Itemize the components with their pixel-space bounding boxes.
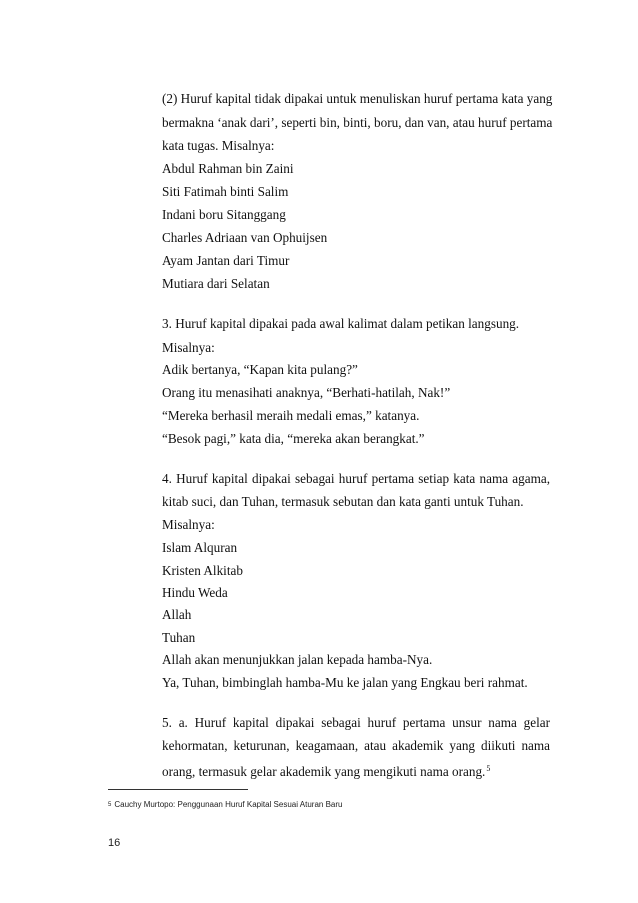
footnote: [108, 800, 343, 810]
section3-example-1: Adik bertanya, “Kapan kita pulang?”: [162, 362, 358, 377]
page-number: 16: [108, 837, 121, 849]
section2-example-1: Abdul Rahman bin Zaini: [162, 161, 294, 176]
footnote-divider: [108, 789, 248, 790]
footnote-text: Cauchy Murtopo: Penggunaan Huruf Kapital Sesuai Aturan Baru: [114, 800, 343, 809]
section2-line-1: (2) Huruf kapital tidak dipakai untuk menuliskan huruf pertama kata yang: [162, 91, 553, 106]
section3-example-2: Orang itu menasihati anaknya, “Berhati-hatilah, Nak!”: [162, 385, 451, 400]
section4-example-5: Tuhan: [162, 630, 196, 645]
section2-example-6: Mutiara dari Selatan: [162, 276, 270, 291]
section4-example-7: Ya, Tuhan, bimbinglah hamba-Mu ke jalan yang Engkau beri rahmat.: [162, 675, 528, 690]
section2-line-3: kata tugas. Misalnya:: [162, 138, 275, 153]
section4-example-4: Allah: [162, 607, 192, 622]
section3-heading: 3. Huruf kapital dipakai pada awal kalimat dalam petikan langsung.: [162, 316, 520, 331]
section3-misalnya: Misalnya:: [162, 340, 215, 355]
section5-line-3: [162, 761, 490, 780]
section4-example-2: Kristen Alkitab: [162, 563, 243, 578]
section3-example-3: “Mereka berhasil meraih medali emas,” katanya.: [162, 408, 420, 423]
section2-line-2: bermakna ‘anak dari’, seperti bin, binti, boru, dan van, atau huruf pertama: [162, 115, 553, 130]
section2-example-4: Charles Adriaan van Ophuijsen: [162, 230, 328, 245]
section4-example-6: Allah akan menunjukkan jalan kepada hamba-Nya.: [162, 652, 433, 667]
section4-line-1: 4. Huruf kapital dipakai sebagai huruf pertama setiap kata nama agama,: [162, 471, 550, 486]
section4-misalnya: Misalnya:: [162, 517, 215, 532]
section4-example-3: Hindu Weda: [162, 585, 228, 600]
section4-example-1: Islam Alquran: [162, 540, 238, 555]
section2-example-3: Indani boru Sitanggang: [162, 207, 286, 222]
section3-example-4: “Besok pagi,” kata dia, “mereka akan berangkat.”: [162, 431, 425, 446]
section2-example-2: Siti Fatimah binti Salim: [162, 184, 289, 199]
section5-line-3-text: orang, termasuk gelar akademik yang mengikuti nama orang.: [162, 764, 486, 779]
section5-line-1: 5. a. Huruf kapital dipakai sebagai huruf pertama unsur nama gelar: [162, 715, 550, 730]
section4-line-2: kitab suci, dan Tuhan, termasuk sebutan dan kata ganti untuk Tuhan.: [162, 494, 524, 509]
footnote-mark: 5: [108, 802, 112, 808]
section2-example-5: Ayam Jantan dari Timur: [162, 253, 290, 268]
footnote-reference[interactable]: 5: [486, 764, 491, 773]
section5-line-2: kehormatan, keturunan, keagamaan, atau akademik yang diikuti nama: [162, 738, 550, 753]
